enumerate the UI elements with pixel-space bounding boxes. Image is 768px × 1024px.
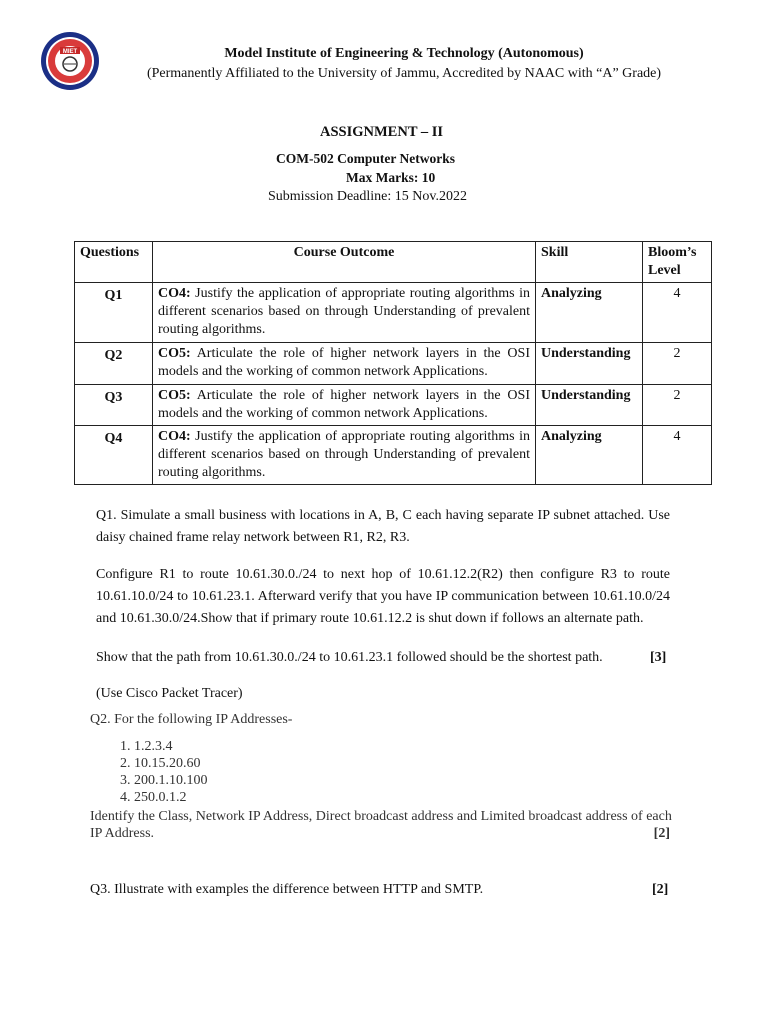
skill-cell: Analyzing [536,426,643,485]
course-outcome-table [74,241,712,485]
question-cell: Q4 [75,426,153,485]
list-item: 2. 10.15.20.60 [134,755,208,772]
institute-name: Model Institute of Engineering & Technology (Autonomous) [224,46,584,61]
header-questions: Questions [75,242,153,283]
outcome-code: CO5: [158,388,191,403]
outcome-cell [153,385,536,426]
q2-marks: [2] [653,826,670,841]
q1-paragraph-2: Configure R1 to route 10.61.30.0./24 to next hop of 10.61.12.2(R2) then configure R3 to route 10.61.10.0/24 to 10.61.23.1. Afterward verify that you have IP communication between 10.61.10.0/24 and 10.61.30.0/24.Show that if primary route 10.61.12.2 is shut down if follows an alternate path. [96,567,670,626]
bloom-cell: 2 [643,343,712,385]
outcome-text: Articulate the role of higher network layers in the OSI models and the working of common network Applications. [158,346,530,379]
outcome-code: CO4: [158,286,191,301]
outcome-code: CO4: [158,429,191,444]
bloom-cell: 4 [643,283,712,343]
outcome-text: Justify the application of appropriate routing algorithms in different scenarios based on through Understanding of prevalent routing algorithms. [158,429,530,480]
skill-cell: Analyzing [536,283,643,343]
course-title: COM-502 Computer Networks [276,151,455,166]
table-row [75,343,712,385]
outcome-cell [153,426,536,485]
logo-text: MIET [62,49,78,55]
assignment-title: ASSIGNMENT – II [320,124,444,140]
question-cell: Q1 [75,283,153,343]
list-item: 4. 250.0.1.2 [134,789,208,806]
outcome-text: Articulate the role of higher network layers in the OSI models and the working of common network Applications. [158,388,530,421]
table-row [75,283,712,343]
header-course-outcome: Course Outcome [153,242,536,283]
table-header-row [75,242,712,283]
institute-subtitle: (Permanently Affiliated to the University of Jammu, Accredited by NAAC with “A” Grade) [146,66,662,81]
header-skill: Skill [536,242,643,283]
skill-cell: Understanding [536,385,643,426]
submission-deadline: Submission Deadline: 15 Nov.2022 [268,189,467,204]
list-item: 1. 1.2.3.4 [134,738,208,755]
question-cell: Q2 [75,343,153,385]
q1-marks: [3] [650,650,667,665]
q1-paragraph-4: (Use Cisco Packet Tracer) [96,686,243,701]
outcome-cell [153,343,536,385]
ip-address-list [112,738,208,806]
q1-paragraph-1: Q1. Simulate a small business with locations in A, B, C each having separate IP subnet attached. Use daisy chained frame relay network between R1, R2, R3. [96,508,670,545]
list-item: 3. 200.1.10.100 [134,772,208,789]
q1-paragraph-3: Show that the path from 10.61.30.0./24 to 10.61.23.1 followed should be the shortest path. [96,650,603,665]
bloom-cell: 4 [643,426,712,485]
q3-text: Q3. Illustrate with examples the difference between HTTP and SMTP. [90,882,484,897]
q3-marks: [2] [652,882,669,897]
outcome-code: CO5: [158,346,191,361]
bloom-cell: 2 [643,385,712,426]
table-row [75,385,712,426]
max-marks: Max Marks: 10 [346,170,436,185]
q2-body-text: Identify the Class, Network IP Address, Direct broadcast address and Limited broadcast address of each IP Address. [90,809,672,841]
outcome-text: Justify the application of appropriate routing algorithms in different scenarios based on through Understanding of prevalent routing algorithms. [158,286,530,337]
q2-heading: Q2. For the following IP Addresses- [90,712,293,727]
q2-body [90,808,680,842]
question-cell: Q3 [75,385,153,426]
outcome-cell [153,283,536,343]
header-blooms-level: Bloom’s Level [643,242,712,283]
skill-cell: Understanding [536,343,643,385]
table-row [75,426,712,485]
